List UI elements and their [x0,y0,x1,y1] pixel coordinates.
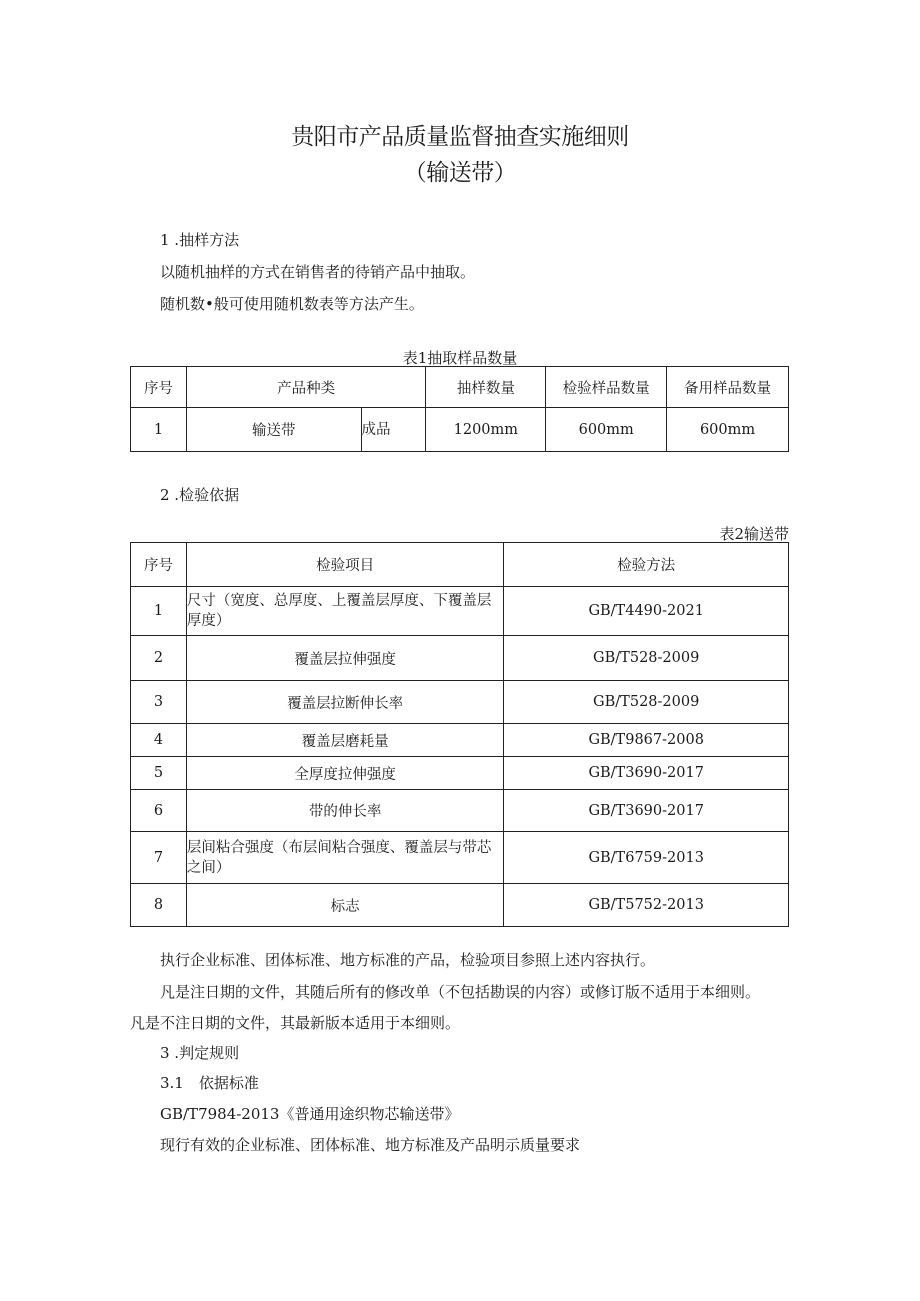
notes-para2: 凡是注日期的文件，其随后所有的修改单（不包括勘误的内容）或修订版不适用于本细则。 [160,983,761,1001]
table2-cell-method: GB/T528-2009 [504,681,789,724]
table2-cell-no: 6 [131,790,187,832]
section3-sub-heading: 3.1 依据标准 [160,1074,259,1092]
page-title: 贵阳市产品质量监督抽查实施细则 [291,124,629,150]
table2-header-item: 检验项目 [186,543,503,587]
table2-header-method: 检验方法 [504,543,789,587]
table1-header-backup: 备用样品数量 [667,367,789,408]
table1-cell-test: 600mm [546,408,667,452]
section1-para1: 以随机抽样的方式在销售者的待销产品中抽取。 [160,263,476,281]
table2-cell-no: 8 [131,884,187,927]
section1-para2: 随机数•般可使用随机数表等方法产生。 [160,295,424,313]
table2-cell-item: 带的伸长率 [186,790,503,832]
table1-cell-sample: 1200mm [426,408,546,452]
table-row [131,681,789,724]
table1-caption: 表1抽取样品数量 [402,349,518,367]
table2-cell-method: GB/T6759-2013 [504,832,789,884]
table2-cell-item: 覆盖层磨耗量 [186,724,503,757]
section3-standard: GB/T7984-2013《普通用途织物芯输送带》 [160,1105,460,1123]
sample-quantity-table [130,366,789,452]
table2-cell-method: GB/T3690-2017 [504,757,789,790]
table2-cell-item: 尺寸（宽度、总厚度、上覆盖层厚度、下覆盖层厚度） [186,587,503,636]
table-row [131,832,789,884]
notes-para1: 执行企业标准、团体标准、地方标准的产品，检验项目参照上述内容执行。 [160,951,656,969]
table2-cell-method: GB/T5752-2013 [504,884,789,927]
table2-cell-method: GB/T528-2009 [504,636,789,681]
table-row [131,724,789,757]
table1-header-test: 检验样品数量 [546,367,667,408]
table2-cell-item: 覆盖层拉断伸长率 [186,681,503,724]
table2-header-no: 序号 [131,543,187,587]
table-row [131,757,789,790]
table-row [131,884,789,927]
table-row [131,408,789,452]
section1-heading: 1 .抽样方法 [160,231,240,249]
table2-cell-item: 覆盖层拉伸强度 [186,636,503,681]
table2-cell-method: GB/T3690-2017 [504,790,789,832]
table2-cell-no: 2 [131,636,187,681]
table2-cell-no: 5 [131,757,187,790]
inspection-items-table [130,542,789,927]
table1-header-no: 序号 [131,367,187,408]
table2-cell-item: 标志 [186,884,503,927]
table2-cell-item: 层间粘合强度（布层间粘合强度、覆盖层与带芯之间） [186,832,503,884]
notes-para3: 凡是不注日期的文件，其最新版本适用于本细则。 [130,1014,461,1032]
page-subtitle: （输送带） [403,160,517,186]
section3-para: 现行有效的企业标准、团体标准、地方标准及产品明示质量要求 [160,1136,581,1154]
table2-cell-no: 3 [131,681,187,724]
table1-cell-product: 输送带 [186,408,361,452]
table2-cell-item: 全厚度拉伸强度 [186,757,503,790]
section2-heading: 2 .检验依据 [160,486,240,504]
table2-cell-no: 4 [131,724,187,757]
table2-cell-method: GB/T9867-2008 [504,724,789,757]
table-row [131,587,789,636]
table-row [131,790,789,832]
section3-heading: 3 .判定规则 [160,1044,240,1062]
table1-cell-form: 成品 [361,408,426,452]
table2-cell-no: 7 [131,832,187,884]
table2-cell-method: GB/T4490-2021 [504,587,789,636]
table-row [131,636,789,681]
table1-header-sample: 抽样数量 [426,367,546,408]
table2-cell-no: 1 [131,587,187,636]
table2-caption: 表2输送带 [719,525,789,543]
table1-cell-backup: 600mm [667,408,789,452]
table1-cell-no: 1 [131,408,187,452]
table1-header-product: 产品种类 [186,367,426,408]
